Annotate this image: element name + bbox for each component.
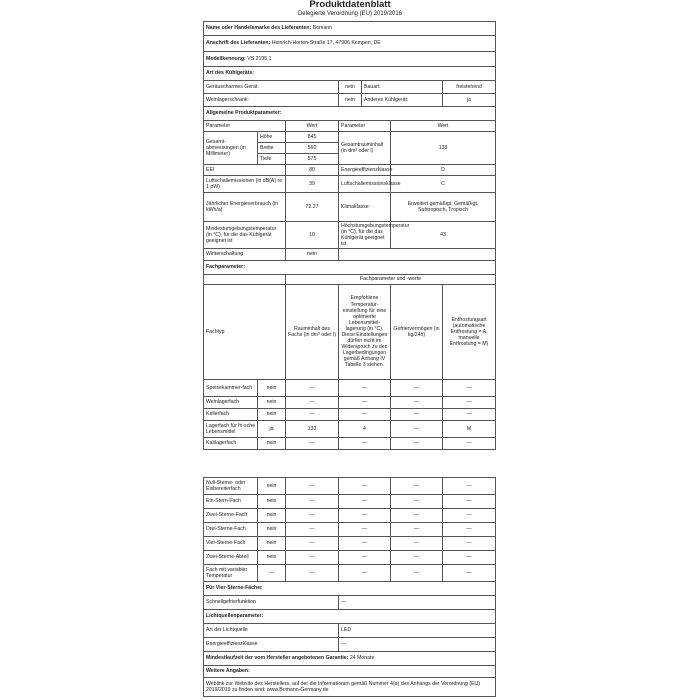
compartment-temp: — (339, 509, 391, 523)
compartment-type: Lagerfach für fri-sche Lebensmittel (204, 421, 258, 438)
dimension-label: Tiefe (258, 154, 286, 165)
supplier-name-value: Bomann (312, 25, 333, 32)
param-value: C (391, 176, 496, 193)
device-type-row (204, 81, 496, 94)
compartment-volume: — (286, 438, 339, 450)
compartment-temp: — (339, 380, 391, 397)
param-value: 10 (286, 222, 339, 249)
dimension-label: Höhe (258, 132, 286, 143)
dimension-value: 560 (286, 143, 339, 154)
compartment-temp: — (339, 478, 391, 495)
compartment-row (204, 551, 496, 565)
quick-freeze-row (204, 596, 496, 610)
compartment-columns-row (204, 285, 496, 380)
compartment-volume: 133 (286, 421, 339, 438)
general-param-row (204, 165, 496, 176)
compartment-row (204, 421, 496, 438)
compartment-temp: — (339, 537, 391, 551)
compartment-temp: — (339, 495, 391, 509)
compartment-defrost: — (443, 495, 496, 509)
dimensions-label: Gesamt-abmessungen (in Millimeter) (204, 132, 258, 165)
compartment-row (204, 438, 496, 450)
page-title: Produktdatenblatt (309, 0, 391, 10)
compartment-present: nein (258, 509, 286, 523)
general-columns-row (204, 121, 496, 132)
compartment-defrost: M (443, 421, 496, 438)
light-class-value: — (339, 638, 496, 652)
more-info-text: Weblink zur Website des Herstellers, auf der die Informationen gemäß Nummer 4(a) des Anhangs der Verordnung (EU) 2019/2019 zu finden sind: (206, 680, 481, 693)
more-info-row (204, 678, 496, 697)
device-type-value-2: freistehend (443, 81, 496, 94)
compartment-type: Vier-Sterne-Fach (204, 537, 258, 551)
compartment-volume: — (286, 523, 339, 537)
total-volume-label: Gesamtrauminhalt (in dm³ oder l) (339, 132, 391, 165)
value-column-header: Wert (286, 121, 339, 132)
compartment-group-row (204, 275, 496, 285)
param-value: 43 (391, 222, 496, 249)
quick-freeze-label: Schnellgefrierfunktion (204, 596, 339, 610)
general-heading: Allgemeine Produktparameter: (204, 107, 496, 121)
compartment-freeze: — (391, 380, 443, 397)
compartment-present: nein (258, 551, 286, 565)
compartment-type: Fach mit variabler Temperatur (204, 565, 258, 582)
compartment-freeze: — (391, 478, 443, 495)
device-type-row (204, 94, 496, 107)
compartment-volume: — (286, 380, 339, 397)
compartment-temp: — (339, 551, 391, 565)
compartment-defrost: — (443, 551, 496, 565)
compartment-rows-2 (204, 478, 496, 582)
compartment-present: nein (258, 495, 286, 509)
compartment-freeze: — (391, 537, 443, 551)
warranty-label: Mindestlaufzeit der vom Hersteller angebotenen Garantie: (206, 655, 349, 662)
general-heading-row (204, 107, 496, 121)
light-class-label: Energieeffizienzklasse (204, 638, 339, 652)
winter-row (204, 249, 496, 261)
warranty-row (204, 652, 496, 666)
device-type-heading: Art des Kühlgeräts: (204, 67, 496, 81)
light-heading-row (204, 610, 496, 624)
empty-cell (339, 249, 496, 261)
param-column-header: Parameter (204, 121, 286, 132)
compartment-defrost-header: Entfrostungsart (automatische Entfrostung = A, manuelle Entfrostung = M) (443, 285, 496, 380)
param-label: Jährlicher Energieverbrauch (in kWh/a) (204, 193, 286, 222)
param-label: EEI (204, 165, 286, 176)
param-value: 72.27 (286, 193, 339, 222)
compartment-temp: — (339, 397, 391, 409)
compartment-present: nein (258, 438, 286, 450)
compartment-row (204, 537, 496, 551)
more-info-heading: Weitere Angaben: (204, 666, 496, 678)
compartment-row (204, 495, 496, 509)
compartment-heading-row (204, 261, 496, 275)
compartment-volume: — (286, 565, 339, 582)
param-label: Mindestumgebungstemperatur (in °C), für die das Kühlgerät geeignet ist (204, 222, 286, 249)
compartment-present: nein (258, 380, 286, 397)
compartment-freeze: — (391, 509, 443, 523)
general-param-row (204, 193, 496, 222)
dimension-value: 845 (286, 132, 339, 143)
value-column-header: Wert (391, 121, 496, 132)
compartment-freeze-header: Gefriervermögen (in kg/24h) (391, 285, 443, 380)
device-type-value-1: nein (339, 94, 362, 107)
compartment-type: Ein-Stern-Fach (204, 495, 258, 509)
general-param-row (204, 176, 496, 193)
compartment-type: Null-Sterne- oder Eisbereiterfach (204, 478, 258, 495)
compartment-type: Zwei-Sterne-Fach (204, 509, 258, 523)
compartment-freeze: — (391, 523, 443, 537)
device-type-value-1: nein (339, 81, 362, 94)
supplier-address-row (204, 36, 496, 52)
compartment-type: Weinlagerfach (204, 397, 258, 409)
total-volume-value: 133 (391, 132, 496, 165)
compartment-temp-header: Empfohlene Temperatur-einstellung für eine optimierte Lebensmittel-lagerung (in °C). Diese Einstellungen dürfen nicht im Widerspruch zu den Lagerbedingungen gemäß Anhang IV Tabelle 3 stehen. (339, 285, 391, 380)
compartment-volume: — (286, 495, 339, 509)
device-type-label-2: Bauart: (362, 81, 443, 94)
compartment-freeze: — (391, 551, 443, 565)
empty-cell (204, 275, 286, 285)
compartment-defrost: — (443, 380, 496, 397)
compartment-freeze: — (391, 409, 443, 421)
device-type-label-2: Anderes Kühlgerät: (362, 94, 443, 107)
compartment-volume: — (286, 551, 339, 565)
compartment-volume: — (286, 409, 339, 421)
param-value: 80 (286, 165, 339, 176)
light-type-label: Art der Lichtquelle (204, 624, 339, 638)
compartment-type: Kellerfach (204, 409, 258, 421)
compartment-type: Kaltlagerfach (204, 438, 258, 450)
compartment-defrost: — (443, 537, 496, 551)
device-type-value-2: ja (443, 94, 496, 107)
more-info-heading-row (204, 666, 496, 678)
compartment-type: Speisekammer-fach (204, 380, 258, 397)
compartment-group-header: Fachparameter und -werte (286, 275, 496, 285)
compartment-temp: — (339, 409, 391, 421)
dimension-label: Breite (258, 143, 286, 154)
warranty-value: 24 Monate (349, 655, 375, 662)
compartment-volume: — (286, 397, 339, 409)
compartment-defrost: — (443, 397, 496, 409)
param-value: D (391, 165, 496, 176)
light-type-value: LED (339, 624, 496, 638)
compartment-row (204, 565, 496, 582)
compartment-freeze: — (391, 565, 443, 582)
compartment-defrost: — (443, 565, 496, 582)
light-type-row (204, 624, 496, 638)
four-star-heading-row (204, 582, 496, 596)
compartment-present: nein (258, 397, 286, 409)
compartment-freeze: — (391, 495, 443, 509)
compartment-row (204, 380, 496, 397)
quick-freeze-value: — (339, 596, 496, 610)
supplier-address-value: Heinrich-Horten-Straße 17, 47906 Kempen, DE (271, 40, 381, 47)
param-label: Klimaklasse: (339, 193, 391, 222)
param-label: Luftschallemissionen (in dB(A) re 1 pW) (204, 176, 286, 193)
compartment-temp: — (339, 438, 391, 450)
model-row (204, 52, 496, 67)
compartment-type: Zwei-Sterne-Abteil (204, 551, 258, 565)
manufacturer-link[interactable]: www.Bomann-Germany.de (266, 687, 329, 693)
compartment-present: nein (258, 409, 286, 421)
compartment-defrost: — (443, 478, 496, 495)
winter-label: Winterschaltung (204, 249, 286, 261)
compartment-volume: — (286, 537, 339, 551)
compartment-present: nein (258, 537, 286, 551)
param-label: Energieeffizienzklasse (339, 165, 391, 176)
supplier-name-label: Name oder Handelsmarke des Lieferanten: (206, 25, 312, 32)
winter-value: nein (286, 249, 339, 261)
datasheet-header (0, 0, 700, 18)
compartment-defrost: — (443, 509, 496, 523)
compartment-present: — (258, 565, 286, 582)
device-type-heading-row (204, 67, 496, 81)
main-table (203, 21, 496, 450)
compartment-row (204, 509, 496, 523)
param-value: Erweitert gemäßigt, Gemäßigt, Subtropisch, Tropisch (391, 193, 496, 222)
compartment-row (204, 397, 496, 409)
param-label: Luftschallemissionsklasse (339, 176, 391, 193)
four-star-heading: Für Vier-Sterne-Fächer (204, 582, 496, 596)
compartment-row (204, 478, 496, 495)
model-label: Modellkennung: (206, 55, 246, 62)
compartment-volume-header: Rauminhalt des Fachs (in dm³ oder l) (286, 285, 339, 380)
param-label: Höchstumgebungstemperatur (in °C), für die das Kühlgerät geeignet ist (339, 222, 391, 249)
compartment-freeze: — (391, 421, 443, 438)
compartment-defrost: — (443, 438, 496, 450)
compartment-freeze: — (391, 397, 443, 409)
dimension-row (204, 132, 496, 143)
device-type-label-1: Weinlagerschrank: (204, 94, 339, 107)
param-value: 39 (286, 176, 339, 193)
compartment-freeze: — (391, 438, 443, 450)
compartment-volume: — (286, 478, 339, 495)
compartment-heading: Fachparameter: (204, 261, 496, 275)
compartment-type-header: Fachtyp (204, 285, 286, 380)
compartment-rows-1 (204, 380, 496, 450)
supplier-name-row (204, 22, 496, 36)
compartment-type: Drei-Sterne-Fach (204, 523, 258, 537)
compartment-temp: — (339, 523, 391, 537)
supplier-address-label: Anschrift des Lieferanten: (206, 40, 271, 47)
compartment-defrost: — (443, 409, 496, 421)
compartment-present: ja (258, 421, 286, 438)
compartment-row (204, 409, 496, 421)
dimension-value: 575 (286, 154, 339, 165)
light-class-row (204, 638, 496, 652)
compartment-temp: 4 (339, 421, 391, 438)
device-type-label-1: Geräuscharmes Gerät: (204, 81, 339, 94)
general-param-row (204, 222, 496, 249)
compartment-defrost: — (443, 523, 496, 537)
page-subtitle: Delegierte Verordnung (EU) 2019/2016 (297, 11, 403, 17)
compartment-present: nein (258, 478, 286, 495)
param-column-header: Parameter (339, 121, 391, 132)
compartment-present: nein (258, 523, 286, 537)
compartment-volume: — (286, 509, 339, 523)
frozen-compartments-table (203, 477, 496, 697)
compartment-row (204, 523, 496, 537)
light-heading: Lichtquellenparameter: (204, 610, 496, 624)
model-value: VS 2195.1 (247, 55, 272, 62)
compartment-temp: — (339, 565, 391, 582)
